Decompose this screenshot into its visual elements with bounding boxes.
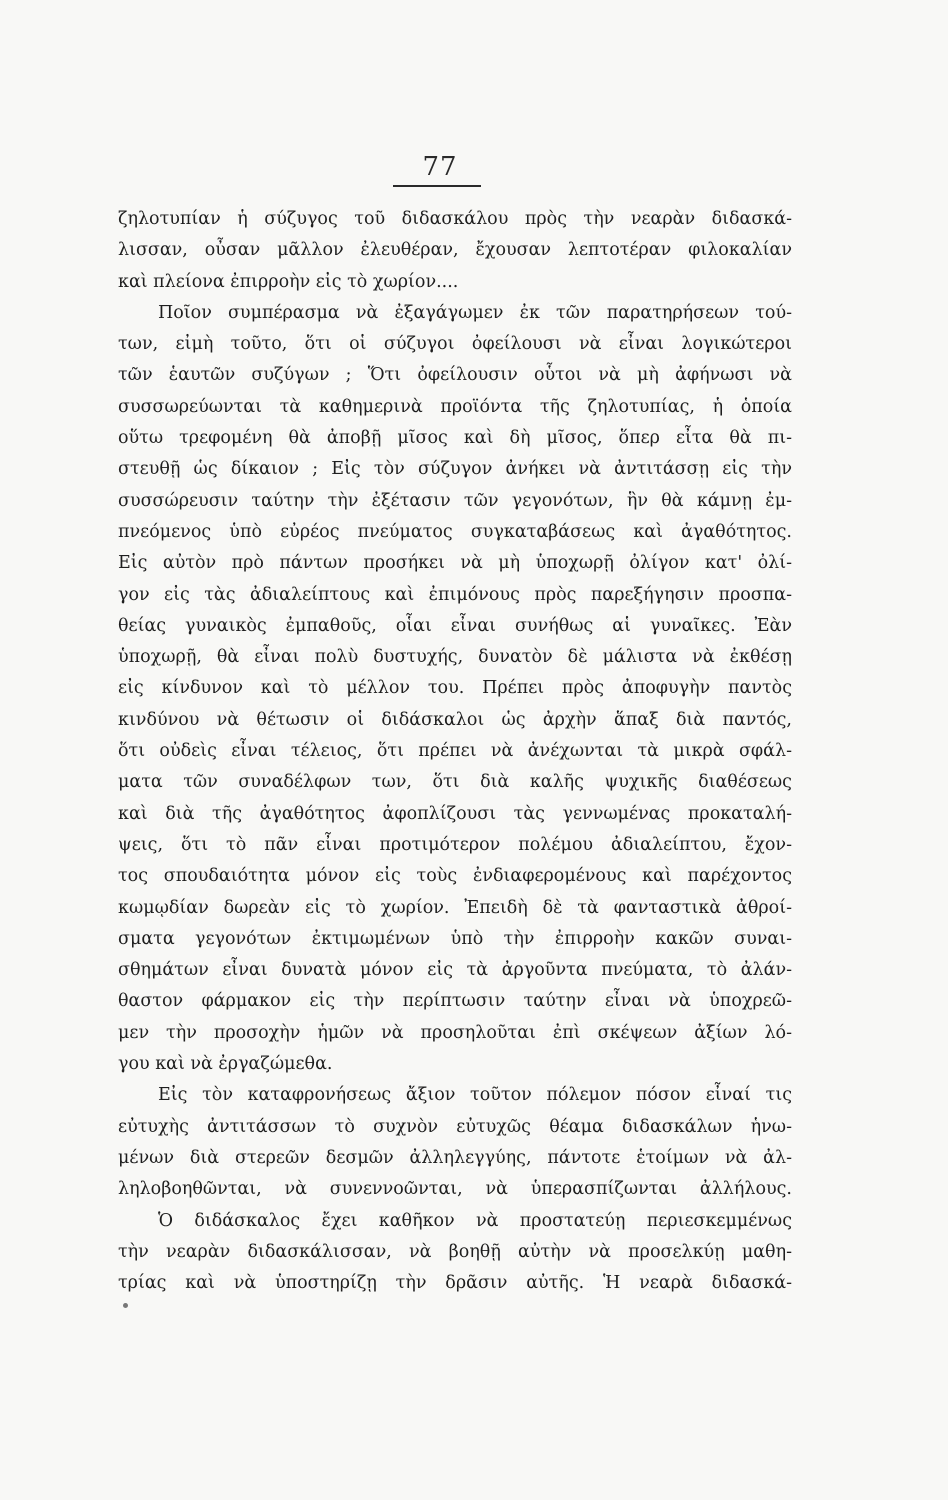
page-number: 77 <box>422 152 458 182</box>
text-line: τῶν ἑαυτῶν συζύγων ; Ὅτι ὀφείλουσιν οὗτοι νὰ μὴ ἀφήνωσι νὰ <box>118 365 792 386</box>
text-line: συσσωρεύωνται τὰ καθημερινὰ προϊόντα τῆς ζηλοτυπίας, ἡ ὁποία <box>118 396 792 417</box>
text-line: Ποῖον συμπέρασμα νὰ ἐξαγάγωμεν ἐκ τῶν παρατηρήσεων τού- <box>158 302 792 323</box>
text-line: καὶ διὰ τῆς ἀγαθότητος ἀφοπλίζουσι τὰς γεννωμένας προκαταλή- <box>118 803 792 824</box>
text-line: ληλοβοηθῶνται, νὰ συνεννοῶνται, νὰ ὑπερασπίζωνται ἀλλήλους. <box>118 1179 792 1200</box>
text-line: μένων διὰ στερεῶν δεσμῶν ἀλληλεγγύης, πάντοτε ἑτοίμων νὰ ἀλ- <box>118 1147 792 1168</box>
text-line: κινδύνου νὰ θέτωσιν οἱ διδάσκαλοι ὡς ἀρχὴν ἅπαξ διὰ παντός, <box>118 709 792 730</box>
text-line: σματα γεγονότων ἐκτιμωμένων ὑπὸ τὴν ἐπιρροὴν κακῶν συναι- <box>118 928 792 949</box>
ink-speck <box>123 1303 128 1308</box>
text-line: στευθῇ ὡς δίκαιον ; Εἰς τὸν σύζυγον ἀνήκει νὰ ἀντιτάσσῃ εἰς τὴν <box>118 459 792 480</box>
text-line: σθημάτων εἶναι δυνατὰ μόνον εἰς τὰ ἀργοῦντα πνεύματα, τὸ ἀλάν- <box>118 960 792 981</box>
text-line: ζηλοτυπίαν ἡ σύζυγος τοῦ διδασκάλου πρὸς τὴν νεαρὰν διδασκά- <box>118 209 792 229</box>
text-line: ὑποχωρῇ, θὰ εἶναι πολὺ δυστυχής, δυνατὸν δὲ μάλιστα νὰ ἐκθέσῃ <box>118 647 792 668</box>
text-line: τὴν νεαρὰν διδασκάλισσαν, νὰ βοηθῇ αὐτὴν νὰ προσελκύῃ μαθη- <box>118 1241 792 1262</box>
text-line: μεν τὴν προσοχὴν ἡμῶν νὰ προσηλοῦται ἐπὶ σκέψεων ἀξίων λό- <box>118 1022 792 1043</box>
body-text <box>118 204 792 1299</box>
text-line: καὶ πλείονα ἐπιρροὴν εἰς τὸ χωρίον.... <box>118 271 459 292</box>
text-line: ματα τῶν συναδέλφων των, ὅτι διὰ καλῆς ψυχικῆς διαθέσεως <box>118 772 792 793</box>
text-line: Εἰς τὸν καταφρονήσεως ἄξιον τοῦτον πόλεμον πόσον εἶναί τις <box>158 1085 792 1106</box>
text-line: συσσώρευσιν ταύτην τὴν ἐξέτασιν τῶν γεγονότων, ἣν θὰ κάμνῃ ἐμ- <box>118 490 792 511</box>
text-line: Ὁ διδάσκαλος ἔχει καθῆκον νὰ προστατεύῃ περιεσκεμμένως <box>158 1210 792 1231</box>
text-line: Εἰς αὐτὸν πρὸ πάντων προσήκει νὰ μὴ ὑποχωρῇ ὀλίγον κατ' ὀλί- <box>118 553 792 574</box>
text-line: πνεόμενος ὑπὸ εὐρέος πνεύματος συγκαταβάσεως καὶ ἀγαθότητος. <box>118 521 792 542</box>
text-line: τρίας καὶ νὰ ὑποστηρίζῃ τὴν δρᾶσιν αὐτῆς. Ἡ νεαρὰ διδασκά- <box>118 1273 792 1294</box>
text-line: γου καὶ νὰ ἐργαζώμεθα. <box>118 1054 333 1075</box>
text-line: των, εἰμὴ τοῦτο, ὅτι οἱ σύζυγοι ὀφείλουσι νὰ εἶναι λογικώτεροι <box>118 334 792 355</box>
text-line: εὐτυχὴς ἀντιτάσσων τὸ συχνὸν εὐτυχῶς θέαμα διδασκάλων ἡνω- <box>118 1116 792 1137</box>
text-line: ψεις, ὅτι τὸ πᾶν εἶναι προτιμότερον πολέμου ἀδιαλείπτου, ἔχον- <box>118 834 792 855</box>
text-line: κωμῳδίαν δωρεὰν εἰς τὸ χωρίον. Ἐπειδὴ δὲ τὰ φανταστικὰ ἀθροί- <box>118 897 792 918</box>
text-line: τος σπουδαιότητα μόνον εἰς τοὺς ἐνδιαφερομένους καὶ παρέχοντος <box>118 866 792 887</box>
text-line: θαστον φάρμακον εἰς τὴν περίπτωσιν ταύτην εἶναι νὰ ὑποχρεῶ- <box>118 991 792 1012</box>
text-line: γον εἰς τὰς ἀδιαλείπτους καὶ ἐπιμόνους πρὸς παρεξήγησιν προσπα- <box>118 584 792 605</box>
text-line: ὅτι οὐδεὶς εἶναι τέλειος, ὅτι πρέπει νὰ ἀνέχωνται τὰ μικρὰ σφάλ- <box>118 741 792 762</box>
text-line: εἰς κίνδυνον καὶ τὸ μέλλον του. Πρέπει πρὸς ἀποφυγὴν παντὸς <box>118 678 792 699</box>
text-line: θείας γυναικὸς ἐμπαθοῦς, οἷαι εἶναι συνήθως αἱ γυναῖκες. Ἐὰν <box>118 615 792 636</box>
text-line: λισσαν, οὖσαν μᾶλλον ἐλευθέραν, ἔχουσαν λεπτοτέραν φιλοκαλίαν <box>118 240 792 261</box>
text-line: οὕτω τρεφομένη θὰ ἀποβῇ μῖσος καὶ δὴ μῖσος, ὅπερ εἶτα θὰ πι- <box>118 428 792 449</box>
page-number-rule <box>393 185 481 187</box>
